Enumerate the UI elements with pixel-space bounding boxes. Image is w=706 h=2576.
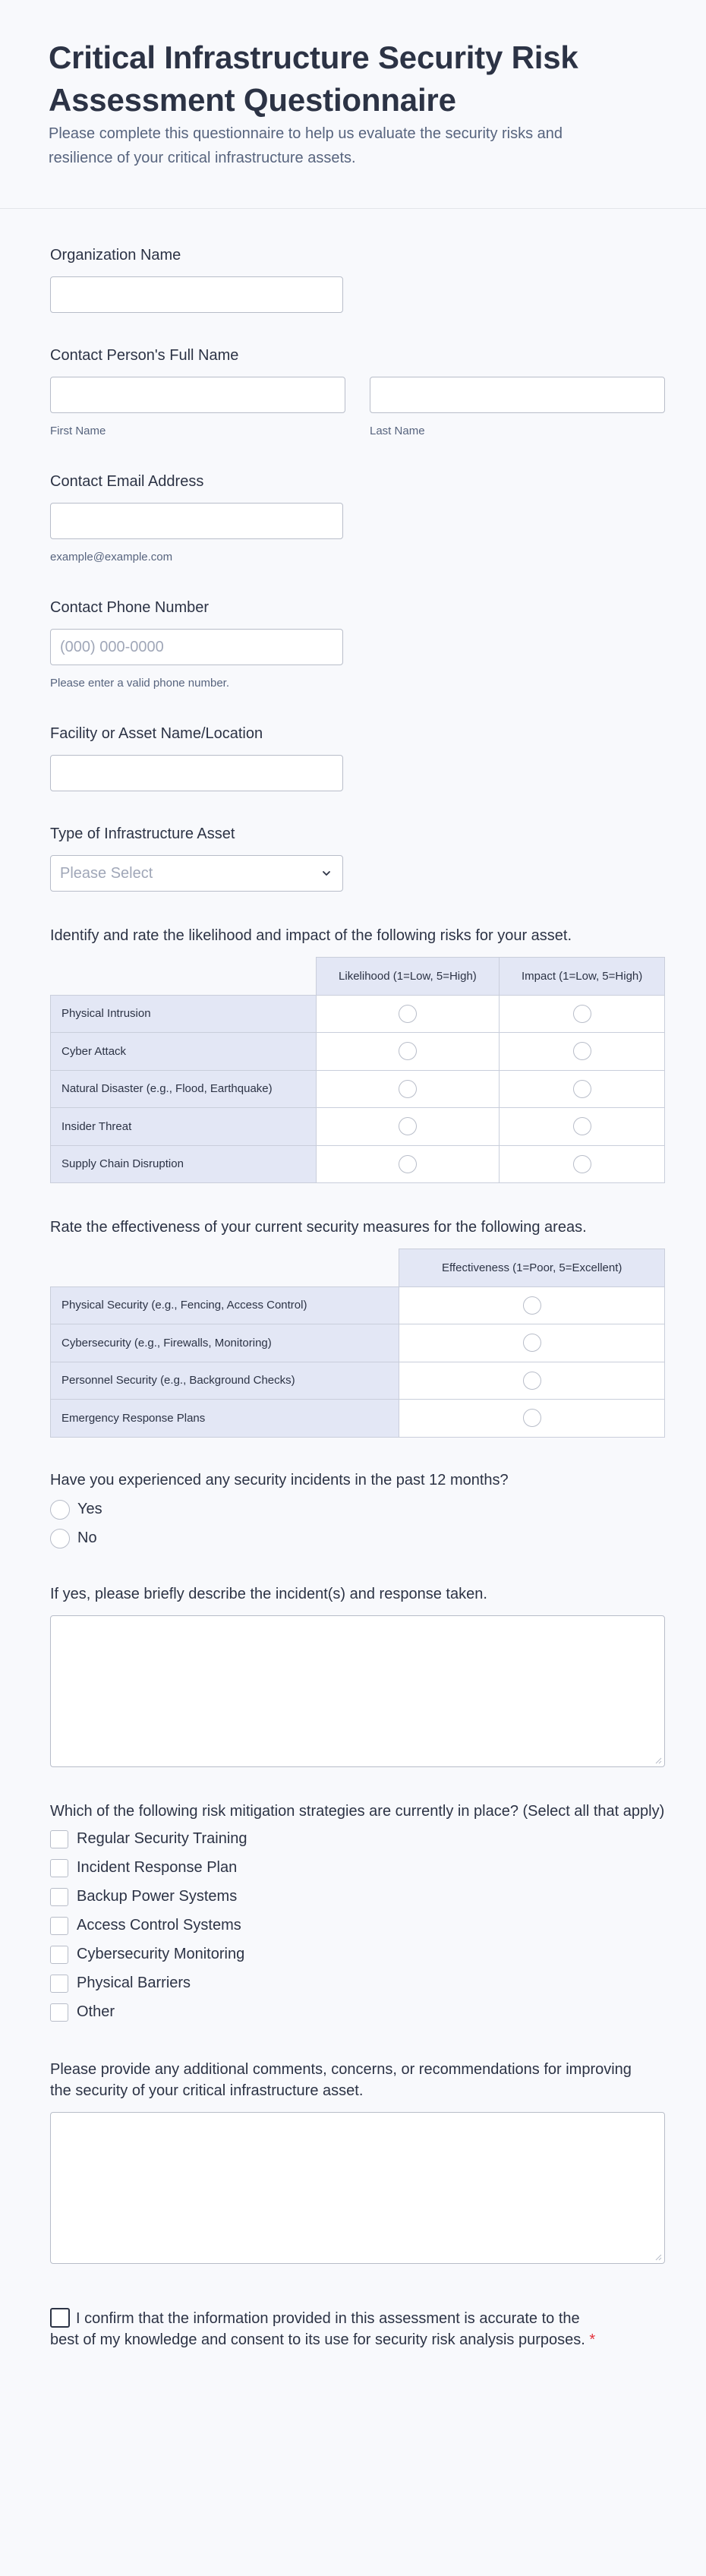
required-mark: * [589, 2331, 596, 2348]
facility-field [50, 723, 665, 791]
page-description: Please complete this questionnaire to help us evaluate the security risks and resilience of your critical infrastructure assets. [49, 125, 563, 166]
risk-col-likelihood: Likelihood (1=Low, 5=High) [316, 958, 500, 996]
asset-type-select[interactable] [50, 855, 343, 892]
option-label: Yes [77, 1501, 102, 1517]
matrix-radio[interactable] [399, 1080, 417, 1098]
incident-desc-field [50, 1583, 665, 1767]
incident-desc-label: If yes, please briefly describe the incident(s) and response taken. [50, 1585, 487, 1602]
facility-label: Facility or Asset Name/Location [50, 725, 263, 742]
chevron-down-icon [321, 868, 332, 879]
radio-button[interactable] [50, 1529, 70, 1548]
incident-option-yes[interactable] [50, 1495, 665, 1524]
strategy-option[interactable] [50, 1911, 665, 1940]
strategy-option[interactable] [50, 1883, 665, 1911]
strategy-option[interactable] [50, 1825, 665, 1854]
risk-row-label: Cyber Attack [51, 1033, 317, 1071]
option-label: No [77, 1530, 97, 1546]
matrix-radio[interactable] [523, 1409, 541, 1427]
checkbox[interactable] [50, 1830, 68, 1848]
risk-row-label: Natural Disaster (e.g., Flood, Earthquake) [51, 1070, 317, 1108]
measures-row-label: Cybersecurity (e.g., Firewalls, Monitoring) [51, 1324, 399, 1362]
table-row [51, 1400, 665, 1438]
matrix-radio[interactable] [399, 1155, 417, 1173]
matrix-radio[interactable] [573, 1117, 591, 1135]
risk-matrix-field [50, 925, 665, 1183]
option-label: Backup Power Systems [77, 1888, 238, 1905]
phone-field [50, 597, 665, 691]
strategy-option[interactable] [50, 1998, 665, 2027]
risk-row-label: Physical Intrusion [51, 995, 317, 1033]
org-label: Organization Name [50, 247, 181, 264]
matrix-radio[interactable] [399, 1005, 417, 1023]
incident-desc-textarea[interactable] [50, 1615, 665, 1767]
option-label: Cybersecurity Monitoring [77, 1946, 245, 1962]
confirm-field [50, 2308, 597, 2350]
table-row [51, 1108, 665, 1146]
last-name-sublabel: Last Name [370, 425, 425, 437]
strategy-option[interactable] [50, 1854, 665, 1883]
matrix-radio[interactable] [523, 1372, 541, 1390]
asset-type-placeholder: Please Select [60, 864, 153, 882]
risk-row-label: Supply Chain Disruption [51, 1145, 317, 1183]
table-row [51, 1286, 665, 1324]
email-sublabel: example@example.com [50, 551, 173, 564]
matrix-radio[interactable] [399, 1042, 417, 1060]
comments-label: Please provide any additional comments, concerns, or recommendations for improving the security of your critical infrastructure asset. [50, 2060, 632, 2099]
checkbox[interactable] [50, 1888, 68, 1906]
matrix-radio[interactable] [573, 1042, 591, 1060]
checkbox[interactable] [50, 1859, 68, 1877]
measures-row-label: Personnel Security (e.g., Background Checks) [51, 1362, 399, 1400]
table-row [51, 1324, 665, 1362]
asset-type-label: Type of Infrastructure Asset [50, 826, 235, 842]
facility-input[interactable] [50, 755, 343, 791]
incidents-field [50, 1470, 665, 1553]
measures-matrix [50, 1249, 665, 1438]
matrix-radio[interactable] [573, 1155, 591, 1173]
matrix-radio[interactable] [399, 1117, 417, 1135]
comments-field [50, 2059, 665, 2264]
form-body [0, 245, 706, 2350]
strategies-label: Which of the following risk mitigation strategies are currently in place? (Select all that apply) [50, 1802, 665, 1820]
radio-button[interactable] [50, 1500, 70, 1520]
strategies-field [50, 1801, 665, 2027]
checkbox[interactable] [50, 1946, 68, 1964]
first-name-sublabel: First Name [50, 425, 106, 437]
measures-matrix-label: Rate the effectiveness of your current security measures for the following areas. [50, 1219, 587, 1236]
incident-option-no[interactable] [50, 1524, 665, 1553]
risk-row-label: Insider Threat [51, 1108, 317, 1146]
table-row [51, 1362, 665, 1400]
option-label: Physical Barriers [77, 1975, 191, 1991]
contact-label: Contact Person's Full Name [50, 347, 239, 364]
strategy-option[interactable] [50, 1969, 665, 1998]
table-row [51, 1033, 665, 1071]
risk-matrix [50, 957, 665, 1183]
comments-textarea[interactable] [50, 2112, 665, 2264]
email-field [50, 471, 665, 565]
measures-row-label: Physical Security (e.g., Fencing, Access Control) [51, 1286, 399, 1324]
org-input[interactable] [50, 276, 343, 313]
measures-matrix-field [50, 1217, 665, 1438]
risk-matrix-label: Identify and rate the likelihood and impact of the following risks for your asset. [50, 927, 572, 944]
checkbox[interactable] [50, 1917, 68, 1935]
email-input[interactable] [50, 503, 343, 539]
incidents-label: Have you experienced any security incidents in the past 12 months? [50, 1471, 509, 1488]
asset-type-field [50, 823, 665, 892]
phone-placeholder: (000) 000-0000 [60, 638, 164, 655]
first-name-input[interactable] [50, 377, 345, 413]
option-label: Access Control Systems [77, 1917, 241, 1934]
option-label: Other [77, 2003, 115, 2020]
option-label: Regular Security Training [77, 1830, 247, 1847]
resize-grip-icon[interactable] [654, 1757, 662, 1764]
checkbox[interactable] [50, 1975, 68, 1993]
measures-col-effectiveness: Effectiveness (1=Poor, 5=Excellent) [399, 1249, 665, 1287]
matrix-radio[interactable] [523, 1334, 541, 1352]
table-row [51, 1070, 665, 1108]
checkbox[interactable] [50, 2003, 68, 2022]
resize-grip-icon[interactable] [654, 2253, 662, 2261]
matrix-radio[interactable] [573, 1005, 591, 1023]
email-label: Contact Email Address [50, 473, 204, 490]
measures-row-label: Emergency Response Plans [51, 1400, 399, 1438]
matrix-radio[interactable] [523, 1296, 541, 1315]
confirm-checkbox[interactable] [50, 2308, 70, 2328]
last-name-input[interactable] [370, 377, 665, 413]
option-label: Incident Response Plan [77, 1859, 238, 1876]
table-row [51, 1145, 665, 1183]
phone-input[interactable] [50, 629, 343, 665]
org-field [50, 245, 665, 313]
matrix-radio[interactable] [573, 1080, 591, 1098]
confirm-label: I confirm that the information provided in this assessment is accurate to the best of my knowledge and consent to its use for security risk analysis purposes. [50, 2309, 585, 2348]
phone-label: Contact Phone Number [50, 599, 210, 616]
table-row [51, 995, 665, 1033]
phone-sublabel: Please enter a valid phone number. [50, 677, 229, 690]
form-header [0, 0, 706, 209]
strategy-option[interactable] [50, 1940, 665, 1969]
page-title: Critical Infrastructure Security Risk Assessment Questionnaire [49, 39, 578, 118]
contact-field [50, 345, 665, 439]
risk-col-impact: Impact (1=Low, 5=High) [500, 958, 665, 996]
